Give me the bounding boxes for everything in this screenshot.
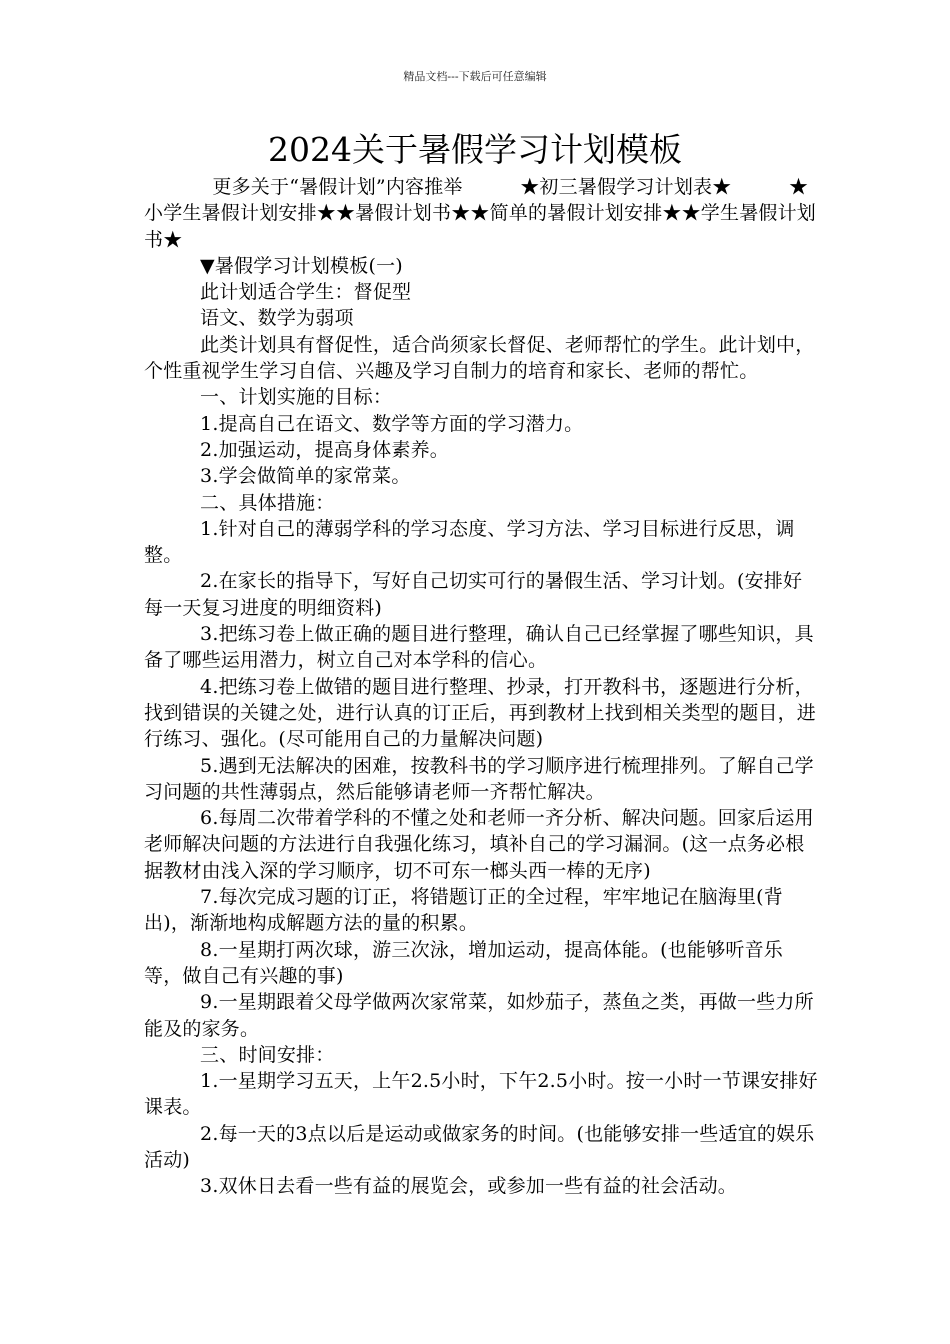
list-item: 2.每一天的3点以后是运动或做家务的时间。(也能够安排一些适宜的娱乐活动) xyxy=(144,1122,815,1171)
list-item: 1.针对自己的薄弱学科的学习态度、学习方法、学习目标进行反思，调整。 xyxy=(144,517,795,567)
document-body xyxy=(144,174,820,1200)
list-item: 1.提高自己在语文、数学等方面的学习潜力。 xyxy=(200,412,584,435)
list-item: 9.一星期跟着父母学做两次家常菜，如炒茄子，蒸鱼之类，再做一些力所能及的家务。 xyxy=(144,991,814,1040)
list-item: 8.一星期打两次球，游三次泳，增加运动，提高体能。(也能够听音乐等，做自己有兴趣的事) xyxy=(144,938,783,987)
list-item: 6.每周二次带着学科的不懂之处和老师一齐分析、解决问题。回家后运用老师解决问题的方法进行自我强化练习，填补自己的学习漏洞。(这一点务必根据教材由浅入深的学习顺序，切不可东一榔头西一棒的无序) xyxy=(144,807,814,882)
list-item: 4.把练习卷上做错的题目进行整理、抄录，打开教科书，逐题进行分析，找到错误的关键之处，进行认真的订正后，再到教材上找到相关类型的题目，进行练习、强化。(尽可能用自己的力量解决问题) xyxy=(144,675,817,751)
document-title: 2024关于暑假学习计划模板 xyxy=(268,130,682,169)
section-heading: 三、时间安排： xyxy=(200,1043,335,1066)
body-paragraph: 此类计划具有督促性，适合尚须家长督促、老师帮忙的学生。此计划中，个性重视学生学习自信、兴趣及学习自制力的培育和家长、老师的帮忙。 xyxy=(144,333,815,383)
list-item: 1.一星期学习五天，上午2.5小时，下午2.5小时。按一小时一节课安排好课表。 xyxy=(144,1070,818,1119)
list-item: 3.把练习卷上做正确的题目进行整理，确认自己已经掌握了哪些知识，具备了哪些运用潜力，树立自己对本学科的信心。 xyxy=(144,623,814,672)
list-item: 2.在家长的指导下，写好自己切实可行的暑假生活、学习计划。(安排好每一天复习进度的明细资料) xyxy=(144,570,803,619)
section-heading: 二、具体措施： xyxy=(200,491,335,514)
recommendation-paragraph: 更多关于“暑假计划”内容推举 ★初三暑假学习计划表★ ★小学生暑假计划安排★★暑假计划书★★简单的暑假计划安排★★学生暑假计划书★ xyxy=(144,176,817,251)
page-header-note: 精品文档---下载后可任意编辑 xyxy=(403,70,547,83)
list-item: 5.遇到无法解决的困难，按教科书的学习顺序进行梳理排列。了解自己学习问题的共性薄弱点，然后能够请老师一齐帮忙解决。 xyxy=(144,754,814,803)
list-item: 3.学会做简单的家常菜。 xyxy=(200,465,411,488)
section-heading: ▼暑假学习计划模板(一) xyxy=(200,254,403,277)
list-item: 7.每次完成习题的订正，将错题订正的全过程，牢牢地记在脑海里(背出)，渐渐地构成解题方法的量的积累。 xyxy=(144,886,783,935)
list-item: 2.加强运动，提高身体素养。 xyxy=(200,438,449,461)
body-paragraph: 此计划适合学生：督促型 xyxy=(200,281,412,304)
section-heading: 一、计划实施的目标： xyxy=(200,386,393,409)
list-item: 3.双休日去看一些有益的展览会，或参加一些有益的社会活动。 xyxy=(200,1175,737,1198)
body-paragraph: 语文、数学为弱项 xyxy=(200,307,354,330)
